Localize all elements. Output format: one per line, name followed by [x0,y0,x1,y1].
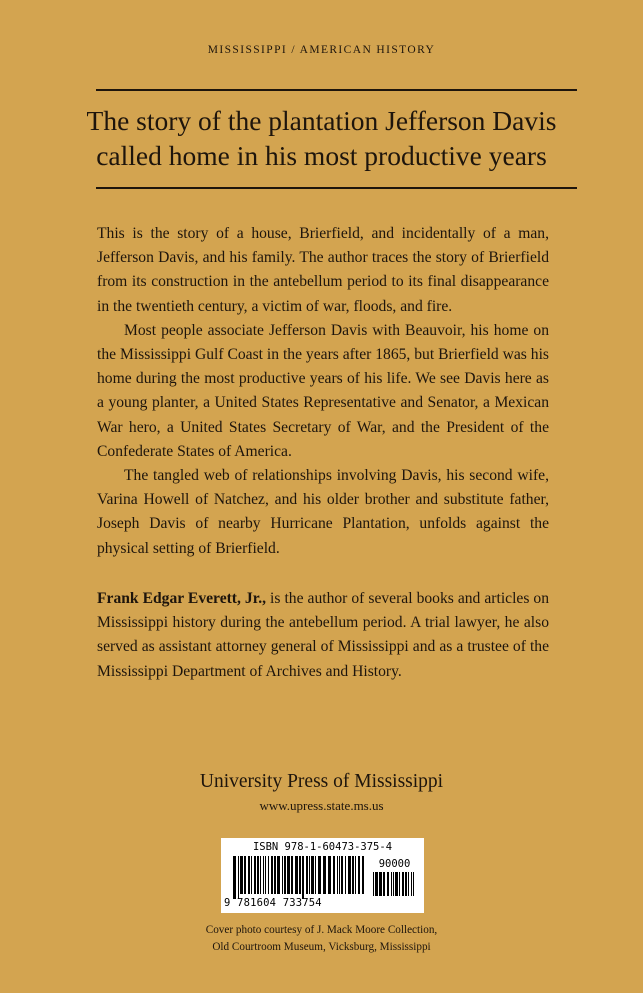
barcode-bar [399,872,400,896]
publisher-website: www.upress.state.ms.us [259,798,384,813]
barcode-bar [248,856,250,894]
barcode-bar [358,856,360,894]
bottom-rule [96,187,577,189]
barcode-bar [315,856,316,894]
barcode-bar [408,872,409,896]
barcode-bar [373,872,374,896]
isbn-label: ISBN 978-1-60473-375-4 [252,841,393,853]
barcode-bar [341,856,343,894]
barcode-bar [309,856,310,894]
barcode-bar [348,856,351,894]
barcode-bar [405,872,407,896]
barcode-bar [274,856,276,894]
isbn-barcode [221,838,424,913]
barcode-bar [287,856,290,894]
barcode-bar [339,856,340,894]
barcode-bar [391,872,392,896]
barcode-bar [299,856,301,894]
barcode-bar [263,856,264,894]
barcode-bar [306,856,308,894]
barcode-bar [302,856,304,899]
barcode-bar [379,872,382,896]
barcode-bar [402,872,404,896]
barcode-bar [244,856,246,894]
barcode-bar [233,856,236,899]
barcode-bar [393,872,394,896]
barcode-bar [251,856,252,894]
barcode-bar [375,872,378,896]
author-name: Frank Edgar Everett, Jr., [97,590,267,607]
barcode-bar [323,856,326,894]
category-label: MISSISSIPPI / AMERICAN HISTORY [207,44,436,56]
photo-credit [0,922,643,956]
photo-credit-line-1: Cover photo courtesy of J. Mack Moore Collection, [205,924,438,936]
barcode-bar [318,856,321,894]
top-rule [96,89,577,91]
barcode-bar [333,856,335,894]
barcode-bar [413,872,414,896]
barcode-digits: 9 781604 733754 [224,897,322,909]
barcode-supplement-digits: 90000 [378,858,411,870]
barcode-bar [260,856,261,894]
barcode-bar [257,856,259,894]
barcode-bar [238,856,239,899]
barcode-bar [282,856,283,894]
barcode-bar [362,856,364,894]
tagline-line-2: called home in his most productive years [96,140,547,171]
tagline-line-1: The story of the plantation Jefferson Davis [86,105,557,136]
barcode-bar [311,856,314,894]
description-blurb [97,222,549,561]
barcode-bar [345,856,346,894]
barcode-bar [295,856,298,894]
barcode-bar [411,872,412,896]
barcode-bar [383,872,385,896]
barcode-bar [268,856,269,894]
barcode-bar [355,856,356,894]
publisher-name: University Press of Mississippi [199,771,444,792]
barcode-bar [265,856,266,894]
barcode-bar [337,856,338,894]
barcode-bar [271,856,273,894]
barcode-bar [277,856,280,894]
blurb-paragraph-2: Most people associate Jefferson Davis with Beauvoir, his home on the Mississippi Gulf Coast in the years after 1865, but Brierfield was his home during the most productive years of his life. We see Davis here as a young planter, a United States Representative and Senator, a Mexican War hero, a United States Secretary of War, and the President of the Confederate States of America. [97,321,549,460]
barcode-bar [284,856,286,894]
barcode-bar [352,856,354,894]
author-bio-text: is the author of several books and articles on Mississippi history during the antebellum period. A trial lawyer, he also served as assistant attorney general of Mississippi and as a trustee of the Mississippi Department of Archives and History. [97,590,550,680]
photo-credit-line-2: Old Courtroom Museum, Vicksburg, Mississippi [212,941,431,953]
tagline [60,103,583,173]
barcode-bar [291,856,293,894]
barcode-bar [328,856,331,894]
barcode-bar [240,856,243,894]
barcode-bar [387,872,389,896]
blurb-paragraph-1: This is the story of a house, Brierfield, and incidentally of a man, Jefferson Davis, and his family. The author traces the story of Brierfield from its construction in the antebellum period to its final disappearance in the twentieth century, a victim of war, floods, and fire. [97,225,549,315]
author-bio [97,587,549,684]
barcode-bar [395,872,398,896]
blurb-paragraph-3: The tangled web of relationships involving Davis, his second wife, Varina Howell of Natchez, and his older brother and substitute father, Joseph Davis of nearby Hurricane Plantation, unfolds against the physical setting of Brierfield. [97,467,549,557]
barcode-bar [254,856,256,894]
